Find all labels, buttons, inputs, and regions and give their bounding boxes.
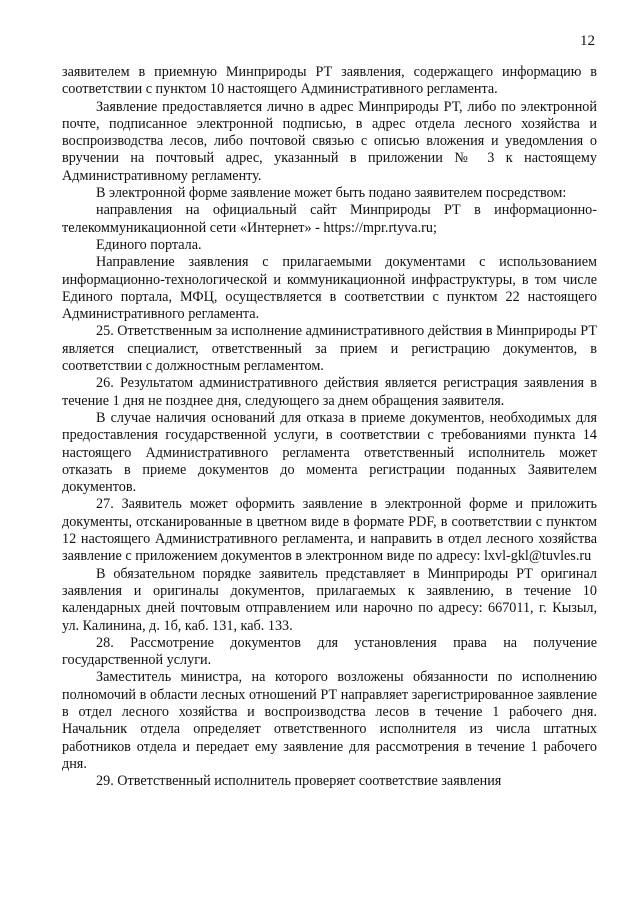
- page-number: 12: [580, 33, 595, 49]
- paragraph: Заявление предоставляется лично в адрес Минприроды РТ, либо по электронной почте, подписанное электронной подписью, в адрес отдела лесного хозяйства и воспроизводства лесов, либо почтовой связью с описью вложения и уведомления о вручении на почтовый адрес, указанный в приложении № 3 к настоящему Административному регламенту.: [62, 98, 597, 184]
- paragraph: 26. Результатом административного действия является регистрация заявления в течение 1 дня не позднее дня, следующего за днем обращения заявителя.: [62, 375, 597, 409]
- paragraph: 25. Ответственным за исполнение административного действия в Минприроды РТ является специалист, ответственный за прием и регистрацию документов, в соответствии с должностным регламентом.: [62, 323, 597, 375]
- paragraph: направления на официальный сайт Минприроды РТ в информационно-телекоммуникационной сети «Интернет» - https://mpr.rtyva.ru;: [62, 202, 597, 236]
- paragraph: 28. Рассмотрение документов для установления права на получение государственной услуги.: [62, 634, 597, 669]
- paragraph: В электронной форме заявление может быть подано заявителем посредством:: [96, 185, 567, 202]
- paragraph: Единого портала.: [96, 236, 202, 253]
- paragraph: В обязательном порядке заявитель представляет в Минприроды РТ оригинал заявления и оригиналы документов, прилагаемых к заявлению, в течение 10 календарных дней почтовым отправлением или нарочно по адресу: 667011, г. Кызыл, ул. Калинина, д. 1б, каб. 131, каб. 133.: [62, 565, 597, 634]
- paragraph: заявителем в приемную Минприроды РТ заявления, содержащего информацию в соответствии с пунктом 10 настоящего Административного регламента.: [62, 64, 597, 98]
- paragraph: 29. Ответственный исполнитель проверяет соответствие заявления: [96, 773, 502, 790]
- paragraph: Направление заявления с прилагаемыми документами с использованием информационно-технологической и коммуникационной инфраструктуры, в том числе Единого портала, МФЦ, осуществляется в соответствии с пунктом 22 настоящего Административного регламента.: [62, 254, 597, 323]
- document-body: [62, 64, 597, 790]
- paragraph: В случае наличия оснований для отказа в приеме документов, необходимых для предоставления государственной услуги, в соответствии с требованиями пункта 14 настоящего Административного регламента ответственный исполнитель может отказать в приеме документов до момента регистрации поданных Заявителем документов.: [62, 409, 597, 496]
- paragraph: 27. Заявитель может оформить заявление в электронной форме и приложить документы, отсканированные в цветном виде в формате PDF, в соответствии с пунктом 12 настоящего Административного регламента, и направить в отдел лесного хозяйства заявление с приложением документов в электронном виде по адресу: lxvl-gkl@tuvles.ru: [62, 496, 597, 565]
- paragraph: Заместитель министра, на которого возложены обязанности по исполнению полномочий в области лесных отношений РТ направляет зарегистрированное заявление в отдел лесного хозяйства и воспроизводства лесов в течение 1 рабочего дня. Начальник отдела определяет ответственного исполнителя из числа штатных работников отдела и передает ему заявление для рассмотрения в течение 1 рабочего дня.: [62, 669, 597, 772]
